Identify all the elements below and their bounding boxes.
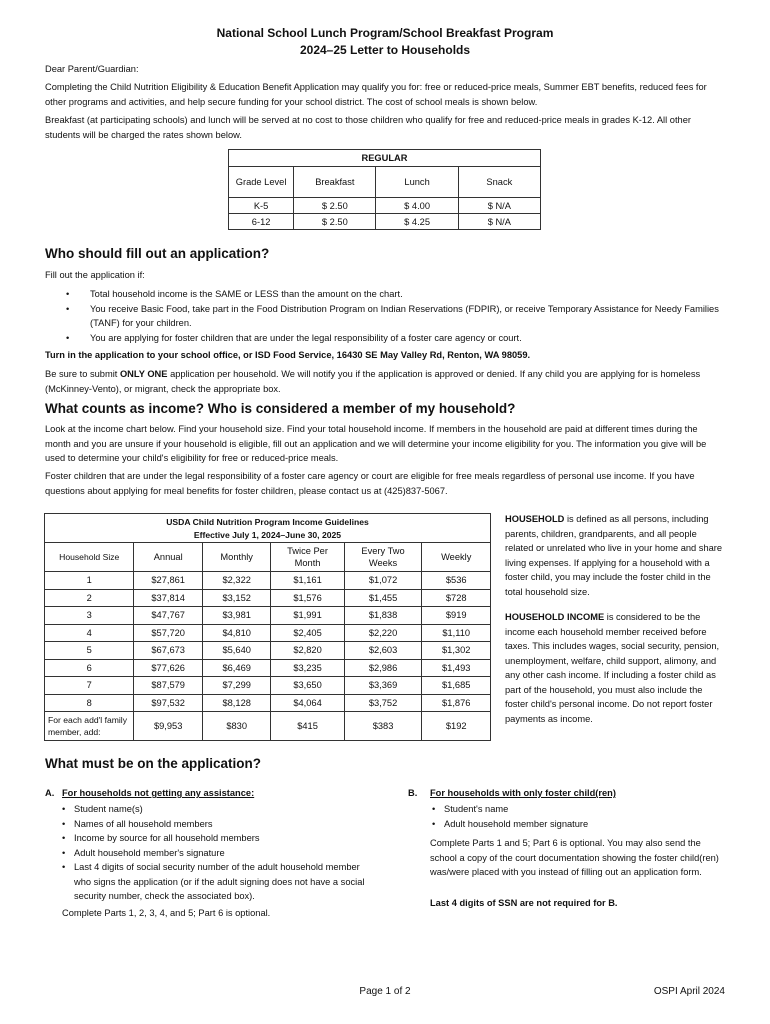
income-table-title-1: USDA Child Nutrition Program Income Guidelines [166, 517, 369, 527]
must-heading: What must be on the application? [45, 756, 261, 771]
size-cell: 7 [45, 677, 134, 695]
title-line-1: National School Lunch Program/School Breakfast Program [216, 26, 554, 40]
income-table-title [45, 514, 491, 543]
table-row [45, 624, 491, 642]
list-item: • Adult household member's signature [60, 846, 365, 861]
header-every-two-weeks: Every Two Weeks [344, 543, 422, 572]
size-cell: For each add'l family member, add: [45, 712, 134, 741]
snack-cell: $ N/A [458, 198, 540, 214]
col-b-title: For households with only foster child(ren) [430, 788, 616, 798]
list-item: • Income by source for all household members [60, 831, 365, 846]
weekly-cell: $1,302 [422, 642, 491, 660]
table-row [45, 677, 491, 695]
list-item: • Last 4 digits of social security number of the adult household member who signs the application (or if the adult signing does not have a social security number, check the associated box). [60, 860, 365, 904]
col-a-letter: A. [45, 788, 55, 798]
table-row [45, 642, 491, 660]
table-row [45, 694, 491, 712]
footer-date: OSPI April 2024 [653, 986, 725, 997]
size-cell: 4 [45, 624, 134, 642]
income-heading: What counts as income? Who is considered a member of my household? [45, 401, 516, 416]
annual-cell: $57,720 [134, 624, 203, 642]
grade-cell: K-5 [229, 198, 294, 214]
household-definition [505, 512, 727, 599]
size-cell: 1 [45, 572, 134, 590]
weekly-cell: $919 [422, 607, 491, 625]
list-item: • You receive Basic Food, take part in the Food Distribution Program on Indian Reservations (FDPIR), or receive Temporary Assistance for Needy Families (TANF) for your children. [45, 302, 725, 331]
two-weeks-cell: $2,986 [344, 659, 422, 677]
income-paragraph-2: Foster children that are under the legal responsibility of a foster care agency or court are eligible for free meals regardless of personal use income. If you have questions about applying for meal benefits for foster children, please contact us at (425)837-5067. [45, 471, 695, 496]
col-a-footer: Complete Parts 1, 2, 3, 4, and 5; Part 6 is optional. [62, 908, 271, 918]
weekly-cell: $1,876 [422, 694, 491, 712]
size-cell: 8 [45, 694, 134, 712]
twice-month-cell: $3,235 [271, 659, 344, 677]
monthly-cell: $2,322 [202, 572, 271, 590]
header-lunch: Lunch [376, 167, 458, 198]
submit-paragraph [45, 367, 725, 396]
twice-month-cell: $1,991 [271, 607, 344, 625]
breakfast-cell: $ 2.50 [294, 214, 376, 230]
monthly-cell: $4,810 [202, 624, 271, 642]
weekly-cell: $192 [422, 712, 491, 741]
weekly-cell: $1,685 [422, 677, 491, 695]
submit-emphasis: ONLY ONE [119, 369, 168, 379]
annual-cell: $47,767 [134, 607, 203, 625]
table-row [45, 659, 491, 677]
twice-month-cell: $1,576 [271, 589, 344, 607]
income-table-title-2: Effective July 1, 2024–June 30, 2025 [193, 530, 342, 540]
table-row [45, 712, 491, 741]
household-income-def-text: is considered to be the income each household member received before taxes. This includes wages, social security, pension, unemployment, welfare, child support, alimony, and any other cash income. If including a foster child as part of the household, you must also include the foster child's personal income. Do not report foster payments as income. [505, 612, 720, 724]
regular-caption: REGULAR [229, 150, 541, 167]
income-guidelines-table [44, 513, 491, 741]
monthly-cell: $830 [202, 712, 271, 741]
two-weeks-cell: $1,072 [344, 572, 422, 590]
twice-month-cell: $1,161 [271, 572, 344, 590]
annual-cell: $87,579 [134, 677, 203, 695]
grade-cell: 6-12 [229, 214, 294, 230]
size-cell: 2 [45, 589, 134, 607]
header-grade-level: Grade Level [229, 167, 294, 198]
list-item: • Student's name [430, 802, 725, 817]
weekly-cell: $536 [422, 572, 491, 590]
list-item: • Adult household member signature [430, 817, 725, 832]
two-weeks-cell: $1,838 [344, 607, 422, 625]
breakfast-cell: $ 2.50 [294, 198, 376, 214]
page-number: Page 1 of 2 [359, 986, 411, 997]
weekly-cell: $728 [422, 589, 491, 607]
monthly-cell: $3,152 [202, 589, 271, 607]
table-row [45, 589, 491, 607]
size-cell: 6 [45, 659, 134, 677]
twice-month-cell: $2,820 [271, 642, 344, 660]
table-row [45, 607, 491, 625]
annual-cell: $27,861 [134, 572, 203, 590]
header-snack: Snack [458, 167, 540, 198]
annual-cell: $97,532 [134, 694, 203, 712]
col-b-letter: B. [408, 788, 418, 798]
twice-month-cell: $4,064 [271, 694, 344, 712]
snack-cell: $ N/A [458, 214, 540, 230]
lunch-cell: $ 4.25 [376, 214, 458, 230]
annual-cell: $9,953 [134, 712, 203, 741]
who-bullet-list [45, 287, 725, 345]
col-a-title: For households not getting any assistance: [62, 788, 255, 798]
header-household-size: Household Size [45, 543, 134, 572]
twice-month-cell: $2,405 [271, 624, 344, 642]
twice-month-cell: $415 [271, 712, 344, 741]
header-twice-per-month: Twice Per Month [271, 543, 344, 572]
twice-month-cell: $3,650 [271, 677, 344, 695]
household-income-term: HOUSEHOLD INCOME [505, 612, 605, 622]
header-monthly: Monthly [202, 543, 271, 572]
header-breakfast: Breakfast [294, 167, 376, 198]
household-income-definition [505, 610, 727, 726]
monthly-cell: $3,981 [202, 607, 271, 625]
annual-cell: $37,814 [134, 589, 203, 607]
intro-paragraph-1: Completing the Child Nutrition Eligibility & Education Benefit Application may qualify you for: free or reduced-price meals, Summer EBT benefits, reduced fees for other programs and activities, and help secure funding for your school district. The cost of school meals is shown below. [45, 82, 707, 107]
turn-in-instructions: Turn in the application to your school office, or ISD Food Service, 16430 SE May Valley Rd, Renton, WA 98059. [45, 350, 531, 360]
monthly-cell: $5,640 [202, 642, 271, 660]
list-item: • Names of all household members [60, 817, 365, 832]
col-b-ssn-note: Last 4 digits of SSN are not required for B. [430, 898, 618, 908]
who-heading: Who should fill out an application? [45, 246, 270, 261]
intro-paragraph-2: Breakfast (at participating schools) and lunch will be served at no cost to those children who qualify for free and reduced-price meals in grades K-12. All other students will be charged the rates shown below. [45, 115, 691, 140]
table-row [229, 214, 541, 230]
two-weeks-cell: $1,455 [344, 589, 422, 607]
two-weeks-cell: $383 [344, 712, 422, 741]
submit-text-rest: application per household. We will notify you if the application is approved or denied. If any child you are applying for is homeless (McKinney-Vento), or migrant, check the appropriate box. [45, 369, 701, 394]
regular-price-table [228, 149, 541, 230]
two-weeks-cell: $2,220 [344, 624, 422, 642]
monthly-cell: $6,469 [202, 659, 271, 677]
two-weeks-cell: $3,752 [344, 694, 422, 712]
two-weeks-cell: $2,603 [344, 642, 422, 660]
household-term: HOUSEHOLD [505, 514, 565, 524]
annual-cell: $77,626 [134, 659, 203, 677]
two-weeks-cell: $3,369 [344, 677, 422, 695]
lunch-cell: $ 4.00 [376, 198, 458, 214]
weekly-cell: $1,110 [422, 624, 491, 642]
table-row [229, 198, 541, 214]
greeting: Dear Parent/Guardian: [45, 64, 139, 74]
header-weekly: Weekly [422, 543, 491, 572]
weekly-cell: $1,493 [422, 659, 491, 677]
size-cell: 5 [45, 642, 134, 660]
col-a-bullet-list [60, 802, 365, 904]
household-def-text: is defined as all persons, including parents, children, grandparents, and all people related or unrelated who live in your home and share living expenses. If applying for a household with a foster child, you may include the foster child in the total household size. [505, 514, 723, 597]
income-paragraph-1: Look at the income chart below. Find your household size. Find your total household income. If members in the household are paid at different times during the month and you are unsure if your household is eligible, fill out an application and we will determine your income eligibility for you. The information you give will be used to determine your child's eligibility for free or reduced-price meals. [45, 424, 707, 463]
submit-text: Be sure to submit [45, 369, 120, 379]
monthly-cell: $8,128 [202, 694, 271, 712]
list-item: • You are applying for foster children that are under the legal responsibility of a foster care agency or court. [45, 331, 725, 346]
monthly-cell: $7,299 [202, 677, 271, 695]
who-intro: Fill out the application if: [45, 270, 145, 280]
title-line-2: 2024–25 Letter to Households [299, 43, 471, 57]
annual-cell: $67,673 [134, 642, 203, 660]
header-annual: Annual [134, 543, 203, 572]
list-item: • Total household income is the SAME or LESS than the amount on the chart. [45, 287, 725, 302]
table-row [45, 572, 491, 590]
col-b-paragraph: Complete Parts 1 and 5; Part 6 is optional. You may also send the school a copy of the court documentation showing the foster child(ren) was/were placed with you instead of filling out an application form. [430, 838, 719, 877]
list-item: • Student name(s) [60, 802, 365, 817]
col-b-bullet-list [430, 802, 725, 831]
size-cell: 3 [45, 607, 134, 625]
